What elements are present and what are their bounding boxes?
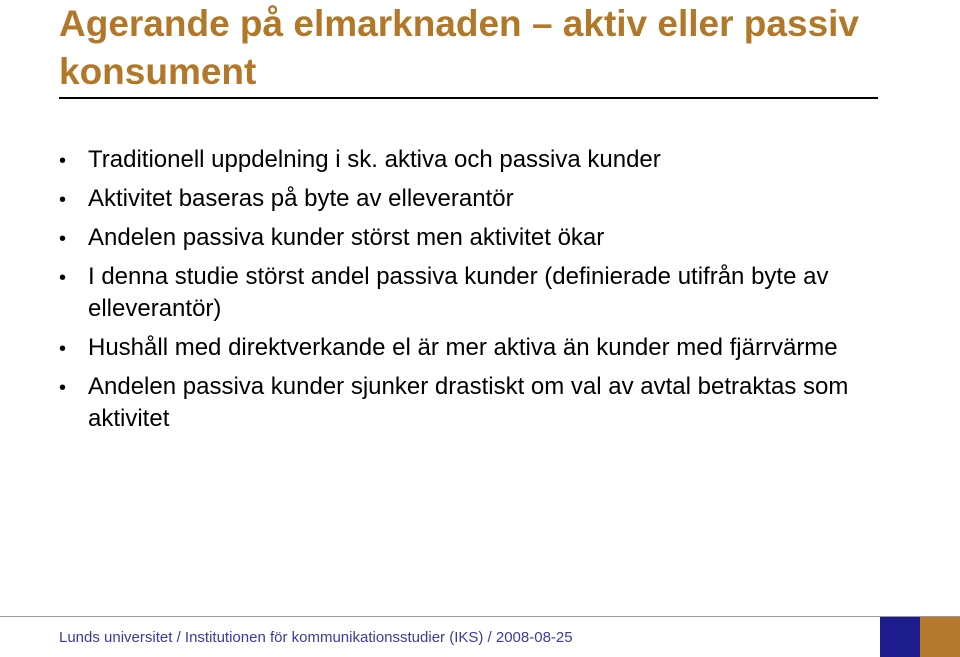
- bullet-icon: [59, 332, 71, 365]
- bullet-item: [59, 371, 859, 435]
- bullet-icon: [59, 261, 71, 294]
- bullet-item: [59, 332, 859, 364]
- gold-square-decoration: [920, 617, 960, 657]
- bullet-item: [59, 144, 859, 176]
- title-divider: [59, 97, 878, 99]
- slide-title: Agerande på elmarknaden – aktiv eller passiv konsument: [59, 3, 859, 92]
- bullet-text: Andelen passiva kunder störst men aktivitet ökar: [88, 224, 605, 251]
- footer-divider: [0, 616, 960, 617]
- bullet-list: [59, 144, 859, 442]
- bullet-text: Traditionell uppdelning i sk. aktiva och passiva kunder: [88, 146, 661, 173]
- bullet-icon: [59, 183, 71, 216]
- bullet-item: [59, 222, 859, 254]
- bullet-text: Aktivitet baseras på byte av elleverantör: [88, 185, 514, 212]
- blue-square-decoration: [880, 617, 920, 657]
- bullet-text: Hushåll med direktverkande el är mer aktiva än kunder med fjärrvärme: [88, 334, 838, 361]
- bullet-text: Andelen passiva kunder sjunker drastiskt om val av avtal betraktas som aktivitet: [88, 373, 849, 432]
- bullet-icon: [59, 371, 71, 404]
- bullet-icon: [59, 222, 71, 255]
- bullet-item: [59, 261, 859, 325]
- bullet-icon: [59, 144, 71, 177]
- bullet-item: [59, 183, 859, 215]
- footer-text: Lunds universitet / Institutionen för kommunikationsstudier (IKS) / 2008-08-25: [59, 629, 573, 646]
- bullet-text: I denna studie störst andel passiva kunder (definierade utifrån byte av elleverantör): [88, 263, 829, 322]
